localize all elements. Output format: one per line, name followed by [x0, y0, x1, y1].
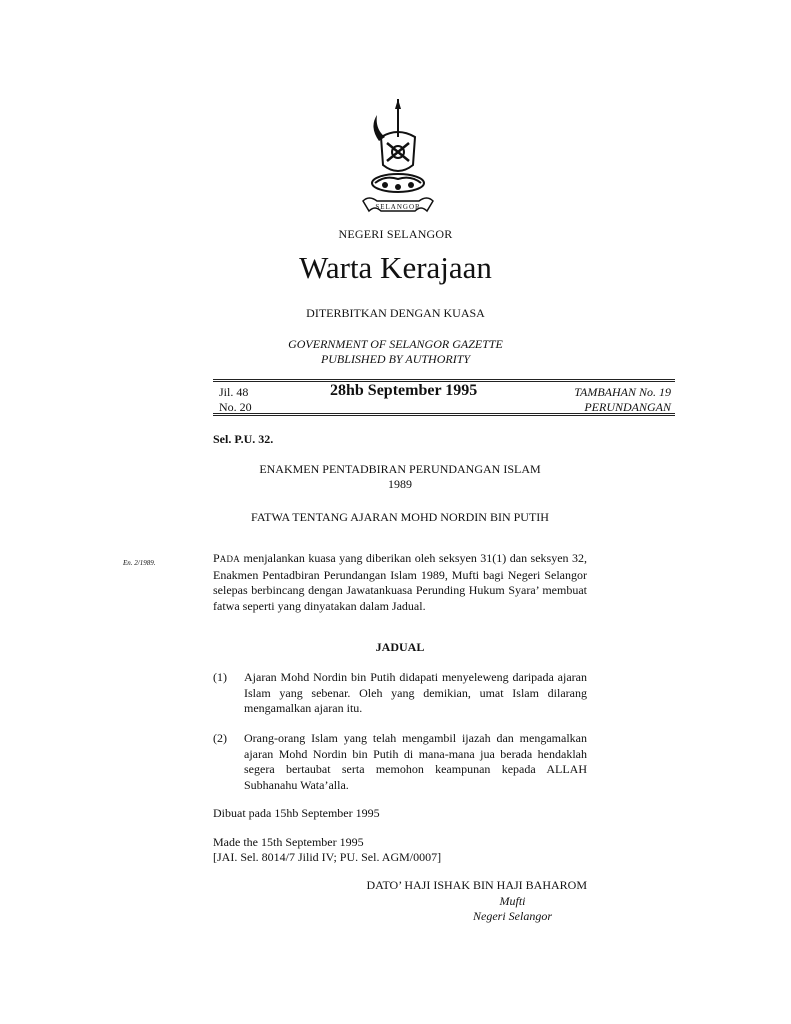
file-reference: [JAI. Sel. 8014/7 Jilid IV; PU. Sel. AGM/0007]	[213, 850, 442, 864]
gazette-subtitle: DITERBITKAN DENGAN KUASA	[306, 306, 485, 320]
selangor-crest	[355, 97, 441, 223]
signatory-state: Negeri Selangor	[473, 909, 552, 923]
schedule-item	[213, 731, 587, 793]
fatwa-title: FATWA TENTANG AJARAN MOHD NORDIN BIN PUTIH	[251, 510, 549, 524]
gazette-title: Warta Kerajaan	[299, 250, 492, 285]
volume-number: Jil. 48	[219, 385, 249, 399]
date-made-english: Made the 15th September 1995	[213, 835, 364, 849]
signatory-role: Mufti	[499, 893, 526, 908]
schedule-heading: JADUAL	[375, 640, 425, 654]
intro-paragraph	[213, 551, 587, 614]
bottom-rule	[213, 413, 675, 416]
issue-date: 28hb September 1995	[330, 382, 478, 399]
state-name: NEGERI SELANGOR	[338, 227, 453, 241]
enactment-title-line1: ENAKMEN PENTADBIRAN PERUNDANGAN ISLAM	[259, 462, 541, 476]
intro-text: menjalankan kuasa yang diberikan oleh seksyen 31(1) dan seksyen 32, Enakmen Pentadbiran Perundangan Islam 1989, Mufti bagi Negeri Selangor selepas berbincang dengan Jawatankuasa Perunding Hukum Syara’ membuat fatwa seperti yang dinyatakan dalam Jadual.	[213, 551, 587, 613]
english-subtitle-line2: PUBLISHED BY AUTHORITY	[320, 352, 471, 366]
schedule-item-text: Ajaran Mohd Nordin bin Putih didapati menyeleweng daripada ajaran Islam yang sebenar. Oleh yang demikian, umat Islam dilarang mengamalkan ajaran itu.	[244, 670, 587, 715]
intro-smallcaps: ADA	[219, 554, 241, 564]
schedule-item-number: (2)	[213, 731, 227, 745]
english-subtitle	[0, 337, 791, 367]
crest-emblem-icon	[355, 97, 441, 223]
schedule-item	[213, 670, 587, 717]
margin-note: En. 2/1989.	[123, 559, 156, 567]
intro-initial: P	[213, 551, 220, 565]
notice-reference: Sel. P.U. 32.	[213, 432, 274, 446]
volume-info	[219, 385, 252, 415]
enactment-title-line2: 1989	[388, 477, 412, 491]
schedule-item-number: (1)	[213, 670, 227, 684]
issue-number: No. 20	[219, 400, 252, 414]
signatory-name: DATO’ HAJI ISHAK BIN HAJI BAHAROM	[366, 878, 587, 892]
english-subtitle-line1: GOVERNMENT OF SELANGOR GAZETTE	[288, 337, 503, 351]
schedule-item-text: Orang-orang Islam yang telah mengambil ijazah dan mengamalkan ajaran Mohd Nordin bin Putih di mana-mana jua berada hendaklah segera bertaubat serta memohon keampunan kepada ALLAH Subhanahu Wata’alla.	[244, 731, 587, 792]
signature-block	[213, 878, 587, 925]
date-made-malay: Dibuat pada 15hb September 1995	[213, 806, 380, 820]
enactment-title	[213, 462, 587, 492]
supplement-type: PERUNDANGAN	[584, 400, 671, 414]
svg-text:SELANGOR: SELANGOR	[375, 203, 421, 211]
supplement-number: TAMBAHAN No. 19	[574, 385, 671, 399]
supplement-info	[574, 385, 671, 415]
